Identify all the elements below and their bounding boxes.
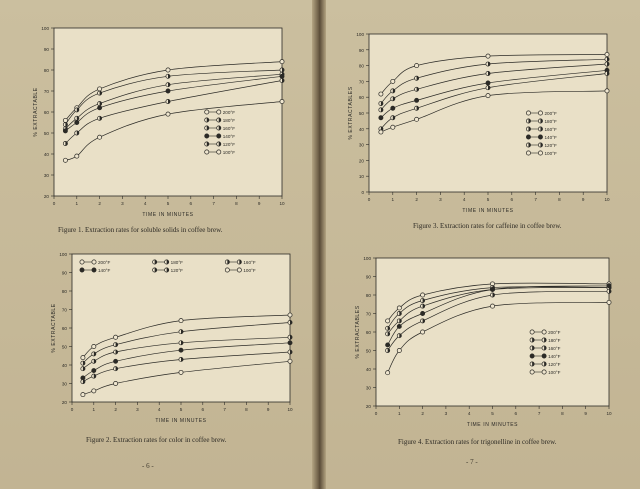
- legend-marker: [538, 151, 542, 155]
- data-point: [179, 370, 183, 374]
- data-point: [415, 117, 419, 121]
- x-tick-label: 3: [121, 201, 124, 206]
- x-tick-label: 1: [75, 201, 79, 206]
- data-point: [92, 359, 96, 363]
- data-point: [81, 380, 85, 384]
- data-point: [280, 74, 284, 78]
- data-point: [605, 62, 609, 66]
- x-axis-label: TIME IN MINUTES: [142, 212, 194, 218]
- data-point: [379, 108, 383, 112]
- data-point: [166, 99, 170, 103]
- legend-marker: [542, 362, 546, 366]
- x-tick-label: 3: [444, 411, 448, 416]
- y-axis-label: % EXTRACTABLE: [33, 87, 39, 137]
- data-point: [386, 332, 390, 336]
- data-point: [397, 311, 401, 315]
- figure-3: [345, 26, 615, 216]
- data-point: [280, 68, 284, 72]
- y-tick-label: 100: [356, 32, 364, 37]
- legend-marker: [530, 346, 534, 350]
- x-tick-label: 0: [70, 407, 74, 412]
- legend-label: 140°F: [98, 267, 111, 273]
- plot-area: [376, 258, 609, 406]
- plot-area: [72, 254, 290, 402]
- data-point: [421, 298, 425, 302]
- data-point: [391, 89, 395, 93]
- legend-marker: [526, 127, 530, 131]
- legend-label: 160°F: [222, 125, 236, 131]
- y-tick-label: 30: [61, 381, 67, 387]
- data-point: [386, 343, 390, 347]
- x-axis-label: TIME IN MINUTES: [462, 208, 514, 214]
- data-point: [92, 352, 96, 356]
- data-point: [114, 381, 118, 385]
- figure-4-chart: [352, 250, 617, 430]
- x-tick-label: 6: [201, 407, 205, 412]
- data-point: [63, 123, 67, 127]
- data-point: [379, 116, 383, 120]
- data-point: [421, 319, 425, 323]
- data-point: [486, 94, 490, 98]
- x-tick-label: 1: [398, 411, 401, 416]
- x-tick-label: 4: [157, 407, 161, 412]
- x-axis-label: TIME IN MINUTES: [155, 418, 207, 424]
- y-axis-label: % EXTRACTABLES: [355, 305, 361, 359]
- y-tick-label: 60: [61, 326, 67, 331]
- legend-label: 180°F: [222, 117, 236, 123]
- data-point: [179, 330, 183, 334]
- legend-label: 200°F: [548, 329, 561, 335]
- x-tick-label: 5: [486, 197, 490, 202]
- data-point: [179, 348, 183, 352]
- data-point: [288, 350, 292, 354]
- x-axis-label: TIME IN MINUTES: [466, 422, 519, 428]
- data-point: [280, 99, 284, 103]
- legend-marker: [153, 260, 157, 264]
- x-tick-label: 10: [604, 197, 610, 202]
- data-point: [166, 89, 170, 93]
- legend-marker: [530, 370, 534, 374]
- y-tick-label: 50: [358, 111, 364, 116]
- x-tick-label: 5: [491, 411, 494, 416]
- y-tick-label: 90: [61, 270, 67, 276]
- data-point: [391, 79, 395, 83]
- data-point: [179, 357, 183, 361]
- data-point: [63, 158, 67, 162]
- data-point: [81, 361, 85, 365]
- book-gutter: [312, 0, 326, 489]
- data-point: [75, 154, 79, 158]
- data-point: [288, 320, 292, 324]
- data-point: [490, 287, 494, 291]
- legend-marker: [205, 142, 209, 146]
- y-axis-label: % EXTRACTABLES: [348, 86, 354, 140]
- y-tick-label: 20: [43, 194, 49, 199]
- data-point: [421, 304, 425, 308]
- page-number-right: - 7 -: [466, 458, 478, 466]
- legend-marker: [237, 268, 241, 272]
- y-tick-label: 100: [41, 26, 49, 31]
- y-tick-label: 70: [43, 89, 49, 94]
- data-point: [75, 120, 79, 124]
- legend-label: 160°F: [243, 259, 256, 265]
- figure-1-chart: [30, 20, 290, 220]
- data-point: [386, 348, 390, 352]
- x-tick-label: 2: [421, 411, 424, 416]
- legend-marker: [542, 330, 546, 334]
- y-tick-label: 20: [358, 158, 364, 164]
- legend-marker: [205, 126, 209, 130]
- data-point: [486, 81, 490, 85]
- data-point: [397, 319, 401, 323]
- legend-marker: [225, 260, 229, 264]
- data-point: [81, 367, 85, 371]
- data-point: [397, 306, 401, 310]
- y-tick-label: 20: [61, 400, 67, 405]
- x-tick-label: 2: [98, 201, 101, 206]
- data-point: [421, 293, 425, 297]
- data-point: [179, 341, 183, 345]
- data-point: [114, 343, 118, 347]
- legend-marker: [237, 260, 241, 264]
- data-point: [386, 371, 390, 375]
- legend-marker: [217, 150, 221, 154]
- x-tick-label: 10: [287, 407, 293, 412]
- legend-marker: [526, 135, 530, 139]
- x-tick-label: 8: [558, 197, 561, 202]
- legend-label: 180°F: [544, 118, 557, 124]
- legend-label: 160°F: [548, 345, 561, 351]
- x-tick-label: 4: [462, 197, 466, 202]
- data-point: [114, 350, 118, 354]
- y-tick-label: 0: [361, 190, 364, 195]
- data-point: [391, 116, 395, 120]
- y-tick-label: 60: [358, 95, 364, 101]
- data-point: [75, 108, 79, 112]
- data-point: [379, 101, 383, 105]
- data-point: [490, 293, 494, 297]
- legend-marker: [205, 110, 209, 114]
- legend-label: 140°F: [222, 133, 236, 139]
- legend-marker: [538, 135, 542, 139]
- data-point: [81, 393, 85, 397]
- legend-label: 100°F: [222, 149, 236, 155]
- data-point: [605, 57, 609, 61]
- y-tick-label: 90: [365, 274, 371, 280]
- legend-marker: [530, 362, 534, 366]
- legend-marker: [205, 150, 209, 154]
- data-point: [166, 68, 170, 72]
- legend-label: 100°F: [544, 150, 557, 156]
- legend-marker: [538, 127, 542, 131]
- y-tick-label: 50: [43, 131, 49, 136]
- legend-label: 120°F: [544, 142, 557, 148]
- data-point: [179, 319, 183, 323]
- y-tick-label: 40: [365, 367, 371, 372]
- data-point: [92, 344, 96, 348]
- legend-marker: [80, 260, 84, 264]
- figure-2-chart: [48, 246, 298, 426]
- legend-marker: [538, 111, 542, 115]
- legend-marker: [538, 119, 542, 123]
- data-point: [386, 326, 390, 330]
- x-tick-label: 3: [439, 197, 442, 202]
- y-tick-label: 90: [358, 47, 364, 53]
- data-point: [92, 368, 96, 372]
- x-tick-label: 3: [136, 407, 139, 412]
- data-point: [605, 89, 609, 93]
- legend-label: 180°F: [170, 259, 183, 265]
- legend-label: 140°F: [548, 353, 561, 359]
- x-tick-label: 1: [92, 407, 96, 412]
- x-tick-label: 6: [189, 201, 193, 206]
- legend-marker: [205, 134, 209, 138]
- figure-3-caption: Figure 3. Extraction rates for caffeine in coffee brew.: [413, 222, 562, 230]
- legend-label: 180°F: [548, 337, 561, 343]
- legend-label: 160°F: [544, 126, 557, 132]
- data-point: [75, 131, 79, 135]
- data-point: [288, 313, 292, 317]
- data-point: [605, 52, 609, 56]
- x-tick-label: 0: [367, 197, 371, 202]
- x-tick-label: 5: [179, 407, 183, 412]
- y-tick-label: 40: [61, 363, 67, 368]
- data-point: [415, 98, 419, 102]
- data-point: [421, 311, 425, 315]
- x-tick-label: 6: [514, 411, 518, 416]
- x-tick-label: 0: [52, 201, 56, 206]
- figure-2-caption: Figure 2. Extraction rates for color in coffee brew.: [86, 436, 227, 444]
- y-tick-label: 100: [363, 256, 371, 261]
- data-point: [114, 367, 118, 371]
- data-point: [607, 289, 611, 293]
- legend-marker: [217, 142, 221, 146]
- data-point: [415, 106, 419, 110]
- data-point: [379, 92, 383, 96]
- legend-label: 120°F: [170, 267, 183, 273]
- x-tick-label: 9: [257, 201, 261, 206]
- legend-label: 100°F: [548, 369, 561, 375]
- y-tick-label: 60: [43, 110, 49, 115]
- x-tick-label: 2: [415, 197, 418, 202]
- legend-label: 120°F: [222, 141, 236, 147]
- y-tick-label: 50: [61, 344, 67, 350]
- x-tick-label: 0: [374, 411, 378, 416]
- data-point: [98, 102, 102, 106]
- data-point: [114, 359, 118, 363]
- figure-1-caption: Figure 1. Extraction rates for soluble solids in coffee brew.: [58, 226, 223, 234]
- figure-4-caption: Figure 4. Extraction rates for trigonelline in coffee brew.: [398, 438, 557, 446]
- figure-4: [352, 250, 617, 430]
- y-tick-label: 70: [358, 79, 364, 85]
- data-point: [607, 284, 611, 288]
- data-point: [280, 60, 284, 64]
- legend-marker: [217, 134, 221, 138]
- legend-marker: [526, 151, 530, 155]
- x-tick-label: 7: [223, 407, 226, 412]
- data-point: [288, 359, 292, 363]
- y-tick-label: 20: [365, 404, 371, 409]
- x-tick-label: 2: [114, 407, 117, 412]
- data-point: [490, 304, 494, 308]
- legend-marker: [526, 111, 530, 115]
- data-point: [92, 389, 96, 393]
- legend-marker: [542, 370, 546, 374]
- legend-marker: [80, 268, 84, 272]
- y-tick-label: 40: [43, 152, 49, 157]
- data-point: [288, 341, 292, 345]
- data-point: [397, 324, 401, 328]
- data-point: [391, 97, 395, 101]
- x-tick-label: 1: [391, 197, 395, 202]
- figure-2: [48, 246, 298, 426]
- data-point: [486, 62, 490, 66]
- legend-marker: [92, 260, 96, 264]
- data-point: [486, 86, 490, 90]
- legend-marker: [225, 268, 229, 272]
- x-tick-label: 8: [245, 407, 248, 412]
- y-tick-label: 80: [61, 289, 67, 294]
- y-tick-label: 30: [365, 385, 371, 391]
- x-tick-label: 9: [266, 407, 270, 412]
- figure-1: [30, 20, 290, 220]
- y-tick-label: 70: [365, 311, 371, 317]
- legend-marker: [217, 118, 221, 122]
- x-tick-label: 10: [606, 411, 612, 416]
- data-point: [391, 106, 395, 110]
- legend-marker: [92, 268, 96, 272]
- y-tick-label: 10: [358, 174, 364, 180]
- legend-marker: [530, 330, 534, 334]
- y-axis-label: % EXTRACTABLE: [51, 303, 57, 353]
- data-point: [486, 54, 490, 58]
- y-tick-label: 50: [365, 348, 371, 354]
- y-tick-label: 30: [43, 173, 49, 178]
- legend-marker: [542, 354, 546, 358]
- data-point: [98, 135, 102, 139]
- legend-marker: [530, 354, 534, 358]
- data-point: [166, 83, 170, 87]
- x-tick-label: 5: [166, 201, 170, 206]
- y-tick-label: 100: [59, 252, 67, 257]
- data-point: [75, 116, 79, 120]
- x-tick-label: 8: [235, 201, 238, 206]
- x-tick-label: 4: [143, 201, 147, 206]
- legend-label: 200°F: [222, 109, 236, 115]
- data-point: [421, 330, 425, 334]
- data-point: [114, 335, 118, 339]
- data-point: [63, 141, 67, 145]
- legend-marker: [165, 268, 169, 272]
- legend-marker: [217, 126, 221, 130]
- x-tick-label: 6: [510, 197, 514, 202]
- legend-marker: [165, 260, 169, 264]
- data-point: [81, 356, 85, 360]
- legend-marker: [530, 338, 534, 342]
- data-point: [98, 106, 102, 110]
- x-tick-label: 10: [279, 201, 285, 206]
- data-point: [397, 334, 401, 338]
- legend-marker: [205, 118, 209, 122]
- y-tick-label: 40: [358, 126, 364, 132]
- y-tick-label: 80: [365, 293, 371, 298]
- x-tick-label: 8: [561, 411, 564, 416]
- data-point: [63, 129, 67, 133]
- legend-label: 140°F: [544, 134, 557, 140]
- y-tick-label: 60: [365, 330, 371, 335]
- data-point: [379, 130, 383, 134]
- legend-label: 100°F: [243, 267, 256, 273]
- data-point: [98, 116, 102, 120]
- data-point: [92, 374, 96, 378]
- data-point: [486, 71, 490, 75]
- legend-marker: [526, 143, 530, 147]
- data-point: [391, 125, 395, 129]
- data-point: [415, 76, 419, 80]
- legend-label: 200°F: [98, 259, 111, 265]
- data-point: [415, 64, 419, 68]
- y-tick-label: 70: [61, 307, 67, 313]
- legend-label: 120°F: [548, 361, 561, 367]
- data-point: [280, 78, 284, 82]
- legend-label: 200°F: [544, 110, 557, 116]
- legend-marker: [153, 268, 157, 272]
- data-point: [607, 300, 611, 304]
- x-tick-label: 4: [467, 411, 471, 416]
- y-tick-label: 90: [43, 47, 49, 52]
- data-point: [386, 319, 390, 323]
- page-number-left: - 6 -: [142, 462, 154, 470]
- data-point: [166, 112, 170, 116]
- y-tick-label: 30: [358, 142, 364, 148]
- data-point: [415, 87, 419, 91]
- x-tick-label: 7: [212, 201, 215, 206]
- x-tick-label: 7: [537, 411, 541, 416]
- legend-marker: [542, 346, 546, 350]
- x-tick-label: 9: [584, 411, 587, 416]
- data-point: [397, 348, 401, 352]
- data-point: [605, 71, 609, 75]
- legend-marker: [217, 110, 221, 114]
- legend-marker: [542, 338, 546, 342]
- data-point: [98, 87, 102, 91]
- legend-marker: [526, 119, 530, 123]
- y-tick-label: 80: [358, 63, 364, 69]
- y-tick-label: 80: [43, 68, 49, 73]
- x-tick-label: 7: [534, 197, 537, 202]
- data-point: [166, 74, 170, 78]
- legend-marker: [538, 143, 542, 147]
- data-point: [98, 91, 102, 95]
- figure-3-chart: [345, 26, 615, 216]
- data-point: [288, 335, 292, 339]
- x-tick-label: 9: [581, 197, 585, 202]
